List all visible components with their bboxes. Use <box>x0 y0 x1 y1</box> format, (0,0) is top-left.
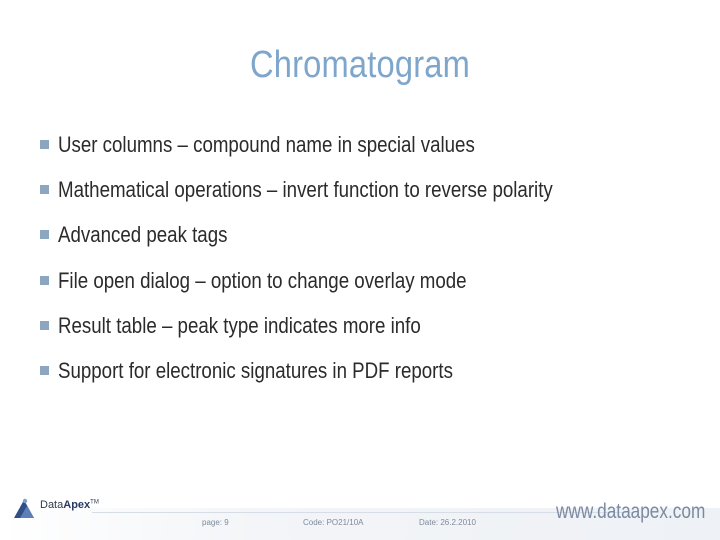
footer-divider <box>92 512 632 513</box>
logo-wordmark <box>40 499 99 511</box>
bullet-text: Advanced peak tags <box>58 222 228 248</box>
logo-bold: Apex <box>63 499 91 511</box>
bullet-text: Mathematical operations – invert function to reverse polarity <box>58 177 553 203</box>
square-bullet-icon <box>40 366 49 375</box>
square-bullet-icon <box>40 140 49 149</box>
slide-title: Chromatogram <box>249 44 470 86</box>
square-bullet-icon <box>40 276 49 285</box>
bullet-text: Support for electronic signatures in PDF reports <box>58 357 453 383</box>
document-code: Code: PO21/10A <box>303 518 364 527</box>
page-number: page: 9 <box>202 518 229 527</box>
square-bullet-icon <box>40 321 49 330</box>
bullet-text: User columns – compound name in special values <box>58 132 475 157</box>
square-bullet-icon <box>40 185 49 194</box>
document-date: Date: 26.2.2010 <box>419 518 476 527</box>
logo-prefix: Data <box>40 499 64 511</box>
bullet-text: Result table – peak type indicates more info <box>58 312 421 338</box>
square-bullet-icon <box>40 230 49 239</box>
bullet-text: File open dialog – option to change overlay mode <box>58 267 467 293</box>
website-url: www.dataapex.com <box>556 500 706 523</box>
logo-trademark: TM <box>90 499 99 506</box>
